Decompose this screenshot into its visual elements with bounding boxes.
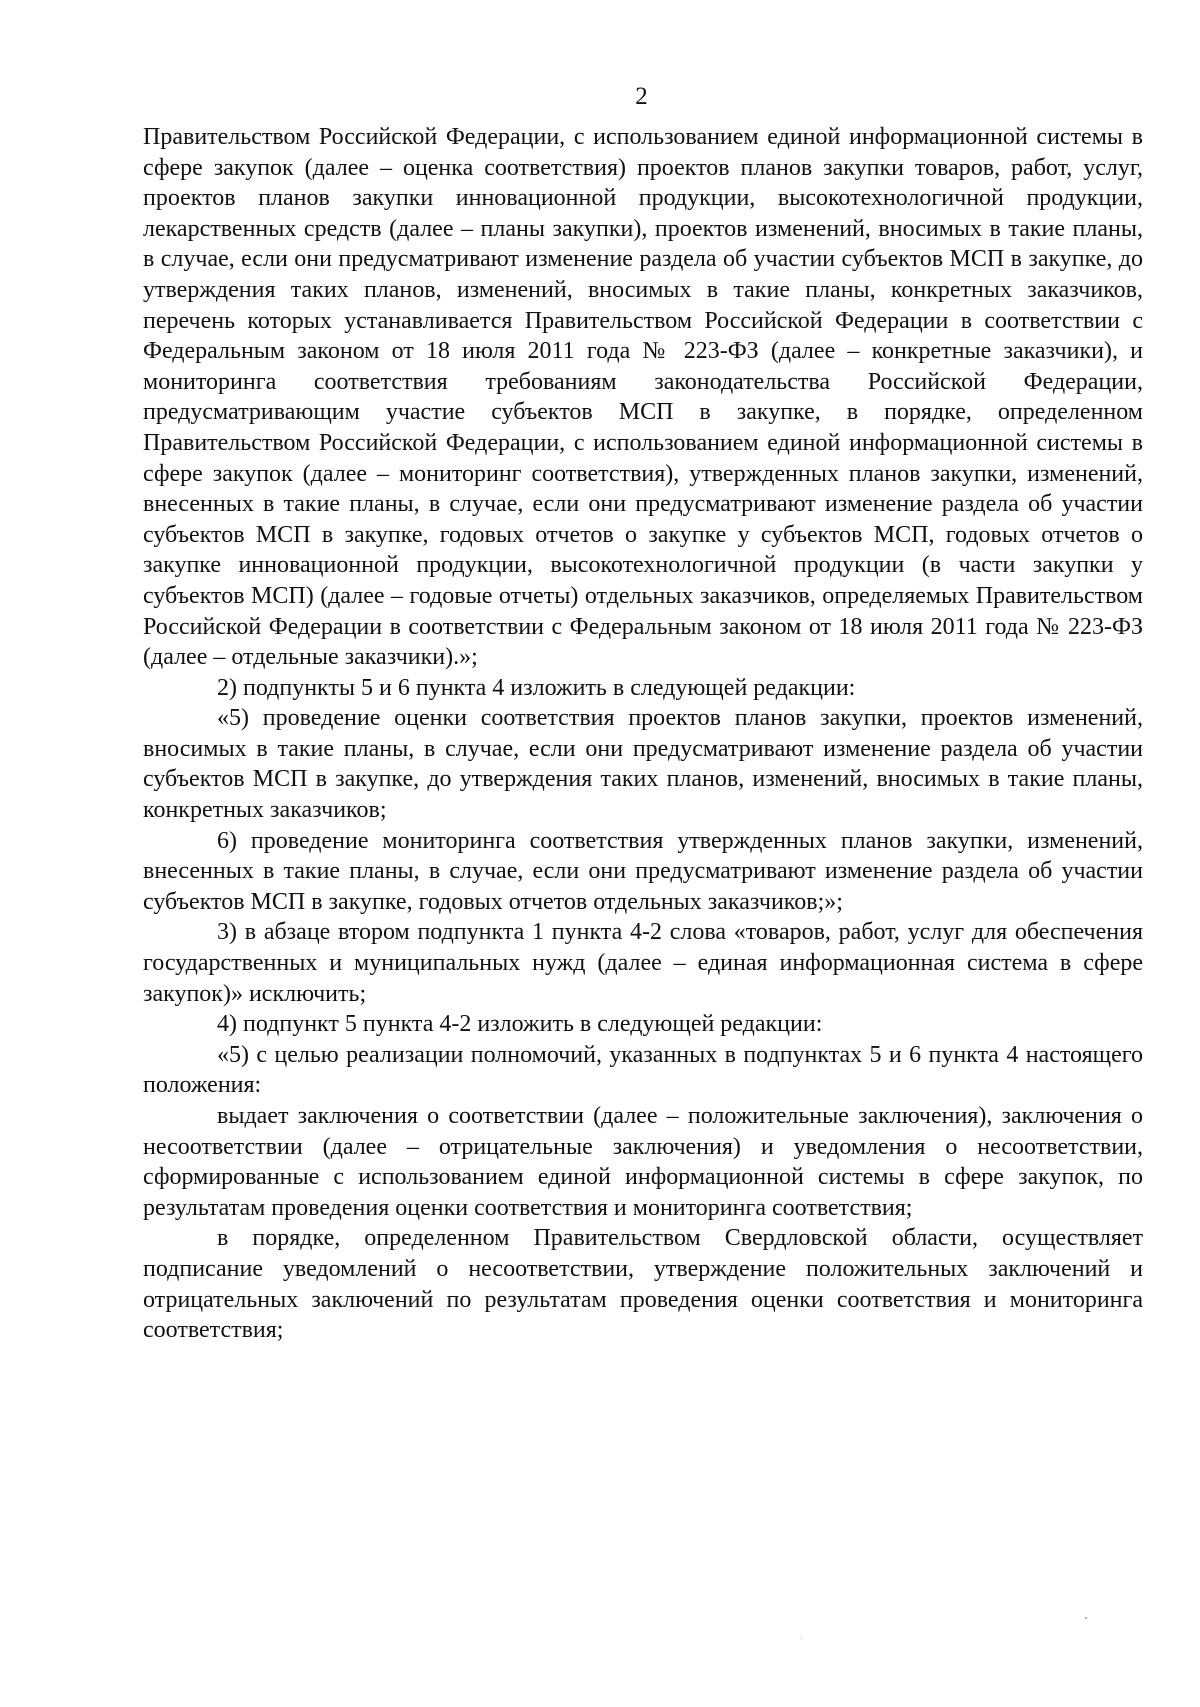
scan-speck bbox=[801, 1638, 802, 1639]
paragraph-item-4: 4) подпункт 5 пункта 4-2 изложить в следующей редакции: bbox=[217, 1011, 823, 1038]
scan-speck bbox=[1085, 1617, 1087, 1619]
paragraph-item-2: 2) подпункты 5 и 6 пункта 4 изложить в следующей редакции: bbox=[217, 674, 856, 701]
paragraph-continuation: Правительством Российской Федерации, с использованием единой информационной системы в сфере закупок (далее – оценка соответствия) проектов планов закупки товаров, работ, услуг, проектов планов закупки инновационной продукции, высокотехнологичной продукции, лекарственных средств (далее – планы закупки), проектов изменений, вносимых в такие планы, в случае, если они предусматривают изменение раздела об участии субъектов МСП в закупке, до утверждения таких планов, изменений, вносимых в такие планы, конкретных заказчиков, перечень которых устанавливается Правительством Российской Федерации в соответствии с Федеральным законом от 18 июля 2011 года № 223-ФЗ (далее – конкретные заказчики), и мониторинга соответствия требованиям законодательства Российской Федерации, предусматривающим участие субъектов МСП в закупке, в порядке, определенном Правительством Российской Федерации, с использованием единой информационной системы в сфере закупок (далее – мониторинг соответствия), утвержденных планов закупки, изменений, внесенных в такие планы, в случае, если они предусматривают изменение раздела об участии субъектов МСП в закупке, годовых отчетов о закупке у субъектов МСП, годовых отчетов о закупке инновационной продукции, высокотехнологичной продукции (в части закупки у субъектов МСП) (далее – годовые отчеты) отдельных заказчиков, определяемых Правительством Российской Федерации в соответствии с Федеральным законом от 18 июля 2011 года № 223-ФЗ (далее – отдельные заказчики).»; bbox=[143, 124, 1143, 671]
paragraph-new-subitem-5: «5) с целью реализации полномочий, указанных в подпунктах 5 и 6 пункта 4 настоящего положения: bbox=[143, 1041, 1143, 1099]
paragraph-subitem-5: «5) проведение оценки соответствия проектов планов закупки, проектов изменений, вносимых в такие планы, в случае, если они предусматривают изменение раздела об участии субъектов МСП в закупке, до утверждения таких планов, изменений, вносимых в такие планы, конкретных заказчиков; bbox=[143, 705, 1143, 824]
paragraph-item-3: 3) в абзаце втором подпункта 1 пункта 4-2 слова «товаров, работ, услуг для обеспечения государственных и муниципальных нужд (далее – единая информационная система в сфере закупок)» исключить; bbox=[143, 919, 1143, 1007]
paragraph-signing-procedure: в порядке, определенном Правительством Свердловской области, осуществляет подписание уведомлений о несоответствии, утверждение положительных заключений и отрицательных заключений по результатам проведения оценки соответствия и мониторинга соответствия; bbox=[143, 1225, 1143, 1344]
paragraph-subitem-6: 6) проведение мониторинга соответствия утвержденных планов закупки, изменений, внесенных в такие планы, в случае, если они предусматривают изменение раздела об участии субъектов МСП в закупке, годовых отчетов отдельных заказчиков;»; bbox=[143, 827, 1143, 915]
document-body bbox=[143, 122, 1143, 1346]
paragraph-issues-conclusions: выдает заключения о соответствии (далее – положительные заключения), заключения о несоответствии (далее – отрицательные заключения) и уведомления о несоответствии, сформированные с использованием единой информационной системы в сфере закупок, по результатам проведения оценки соответствия и мониторинга соответствия; bbox=[143, 1103, 1143, 1221]
page-number: 2 bbox=[635, 83, 648, 110]
